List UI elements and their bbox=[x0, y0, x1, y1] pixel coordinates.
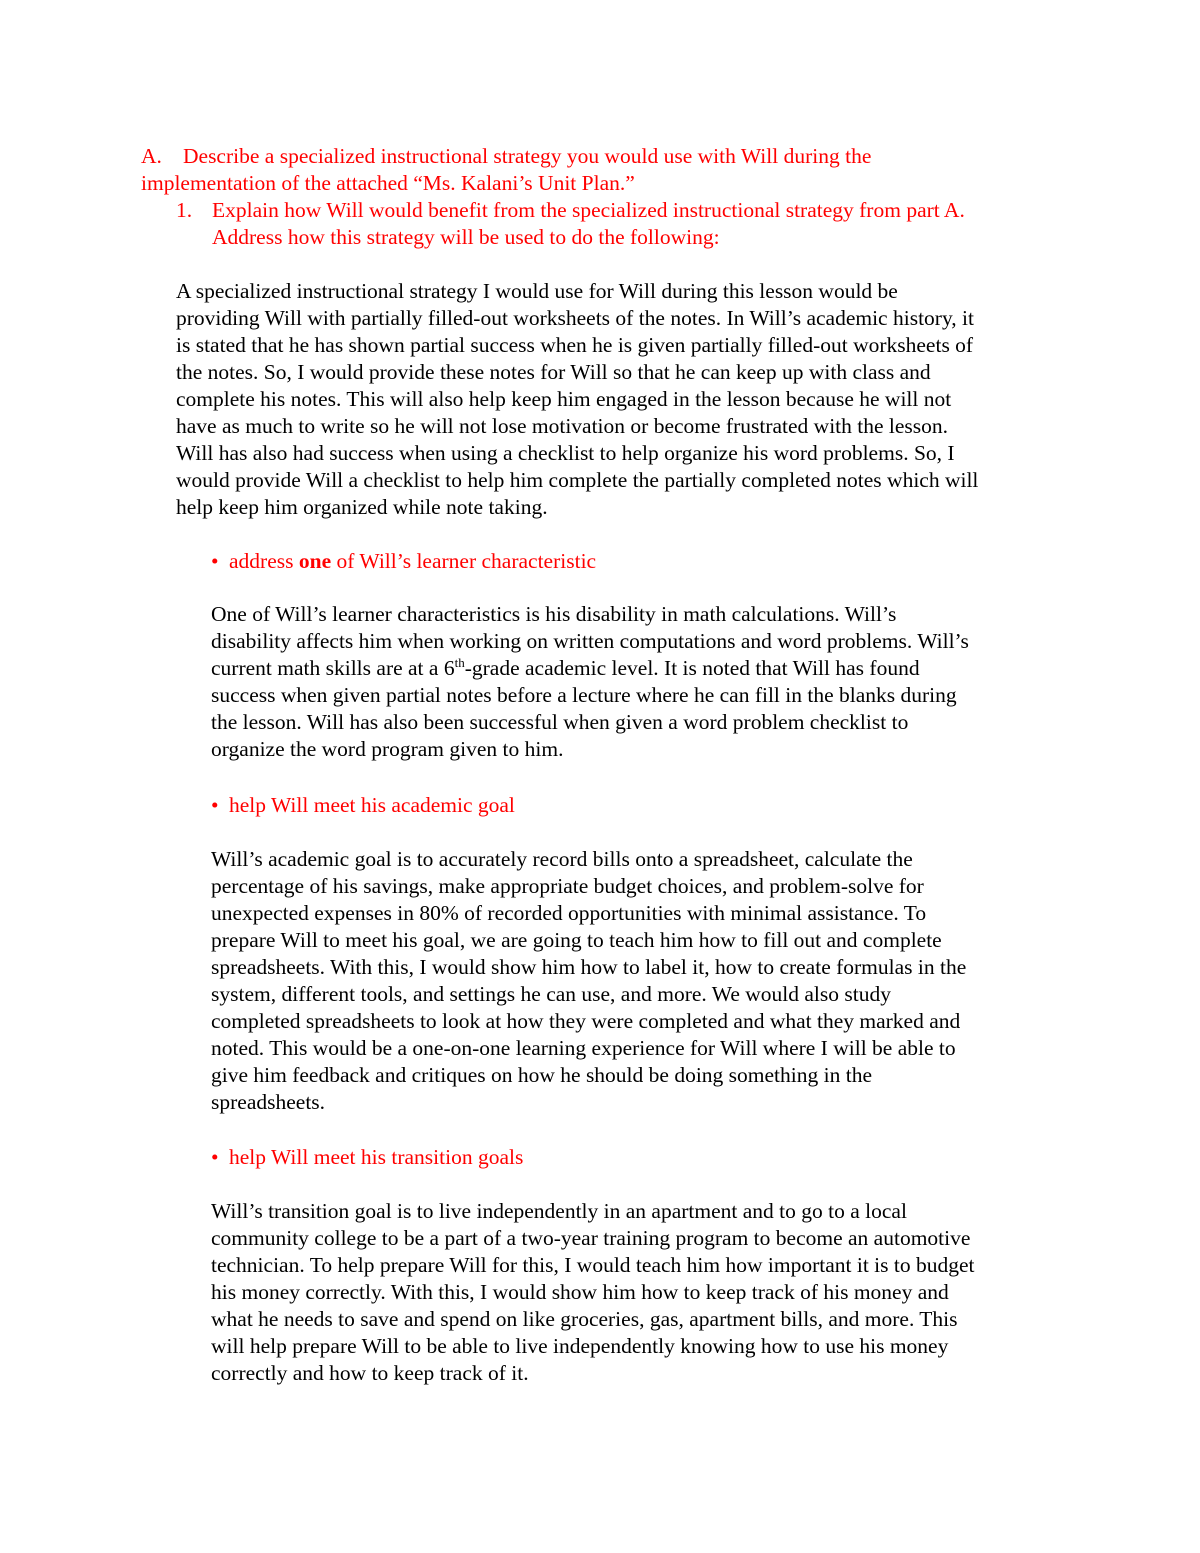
academic-line: percentage of his savings, make appropriate budget choices, and problem-solve for bbox=[211, 874, 924, 898]
question-a1-text-1: Explain how Will would benefit from the specialized instructional strategy from part A. bbox=[212, 198, 965, 222]
learner-paragraph bbox=[211, 601, 969, 763]
heading-pre: address bbox=[229, 549, 299, 573]
grade-superscript: th bbox=[454, 655, 465, 670]
learner-line: the lesson. Will has also been successful when given a word problem checklist to bbox=[211, 710, 909, 734]
bullet-transition-heading bbox=[211, 1144, 523, 1171]
answer-intro-line: help keep him organized while note taking. bbox=[176, 495, 548, 519]
transition-line: technician. To help prepare Will for this, I would teach him how important it is to budget bbox=[211, 1253, 975, 1277]
heading-bold: one bbox=[298, 549, 332, 573]
transition-paragraph bbox=[211, 1198, 975, 1387]
answer-intro-line: would provide Will a checklist to help him complete the partially completed notes which will bbox=[176, 468, 979, 492]
question-a bbox=[141, 143, 871, 197]
academic-line: give him feedback and critiques on how he should be doing something in the bbox=[211, 1063, 872, 1087]
answer-intro-line: A specialized instructional strategy I would use for Will during this lesson would be bbox=[176, 279, 898, 303]
grade-pre: current math skills are at a 6 bbox=[211, 656, 455, 680]
learner-line-grade bbox=[211, 655, 969, 682]
question-a-text-1: Describe a specialized instructional strategy you would use with Will during the bbox=[183, 144, 872, 168]
academic-line: prepare Will to meet his goal, we are going to teach him how to fill out and complete bbox=[211, 928, 942, 952]
heading-text: help Will meet his transition goals bbox=[229, 1145, 524, 1169]
transition-line: what he needs to save and spend on like groceries, gas, apartment bills, and more. This bbox=[211, 1307, 958, 1331]
transition-line: community college to be a part of a two-year training program to become an automotive bbox=[211, 1226, 971, 1250]
answer-intro-line: Will has also had success when using a checklist to help organize his word problems. So, I bbox=[176, 441, 955, 465]
academic-line: spreadsheets. With this, I would show him how to label it, how to create formulas in the bbox=[211, 955, 967, 979]
transition-line: his money correctly. With this, I would show him how to keep track of his money and bbox=[211, 1280, 949, 1304]
bullet-icon: • bbox=[211, 1145, 219, 1169]
bullet-academic-heading bbox=[211, 792, 515, 819]
academic-line: unexpected expenses in 80% of recorded opportunities with minimal assistance. To bbox=[211, 901, 927, 925]
answer-intro-line: the notes. So, I would provide these notes for Will so that he can keep up with class and bbox=[176, 360, 931, 384]
question-a-line-1 bbox=[141, 143, 871, 170]
question-a-line-2: implementation of the attached “Ms. Kalani’s Unit Plan.” bbox=[141, 171, 635, 195]
academic-paragraph bbox=[211, 846, 966, 1116]
academic-line: noted. This would be a one-on-one learning experience for Will where I will be able to bbox=[211, 1036, 956, 1060]
learner-line: success when given partial notes before a lecture where he can fill in the blanks during bbox=[211, 683, 957, 707]
question-a1 bbox=[176, 197, 965, 251]
answer-intro-line: is stated that he has shown partial success when he is given partially filled-out worksheets of bbox=[176, 333, 974, 357]
bullet-learner-heading bbox=[211, 548, 596, 575]
transition-line: Will’s transition goal is to live independently in an apartment and to go to a local bbox=[211, 1199, 907, 1223]
heading-text: help Will meet his academic goal bbox=[229, 793, 515, 817]
question-a1-marker: 1. bbox=[176, 198, 193, 222]
academic-line: completed spreadsheets to look at how they were completed and what they marked and bbox=[211, 1009, 961, 1033]
answer-intro-line: complete his notes. This will also help keep him engaged in the lesson because he will not bbox=[176, 387, 952, 411]
learner-line: disability affects him when working on written computations and word problems. Will’s bbox=[211, 629, 969, 653]
grade-post: -grade academic level. It is noted that Will has found bbox=[464, 656, 920, 680]
transition-line: will help prepare Will to be able to live independently knowing how to use his money bbox=[211, 1334, 949, 1358]
heading-post: of Will’s learner characteristic bbox=[331, 549, 597, 573]
question-a1-line-2: Address how this strategy will be used to do the following: bbox=[212, 225, 720, 249]
question-a-marker: A. bbox=[141, 144, 162, 168]
transition-line: correctly and how to keep track of it. bbox=[211, 1361, 529, 1385]
learner-line: organize the word program given to him. bbox=[211, 737, 564, 761]
bullet-icon: • bbox=[211, 793, 219, 817]
learner-line: One of Will’s learner characteristics is his disability in math calculations. Will’s bbox=[211, 602, 897, 626]
question-a1-line-1 bbox=[176, 197, 965, 224]
bullet-icon: • bbox=[211, 549, 219, 573]
answer-intro-line: providing Will with partially filled-out worksheets of the notes. In Will’s academic history, it bbox=[176, 306, 974, 330]
answer-intro-line: have as much to write so he will not lose motivation or become frustrated with the lesson. bbox=[176, 414, 949, 438]
answer-intro-paragraph bbox=[176, 278, 978, 521]
academic-line: spreadsheets. bbox=[211, 1090, 326, 1114]
academic-line: Will’s academic goal is to accurately record bills onto a spreadsheet, calculate the bbox=[211, 847, 913, 871]
academic-line: system, different tools, and settings he can use, and more. We would also study bbox=[211, 982, 891, 1006]
